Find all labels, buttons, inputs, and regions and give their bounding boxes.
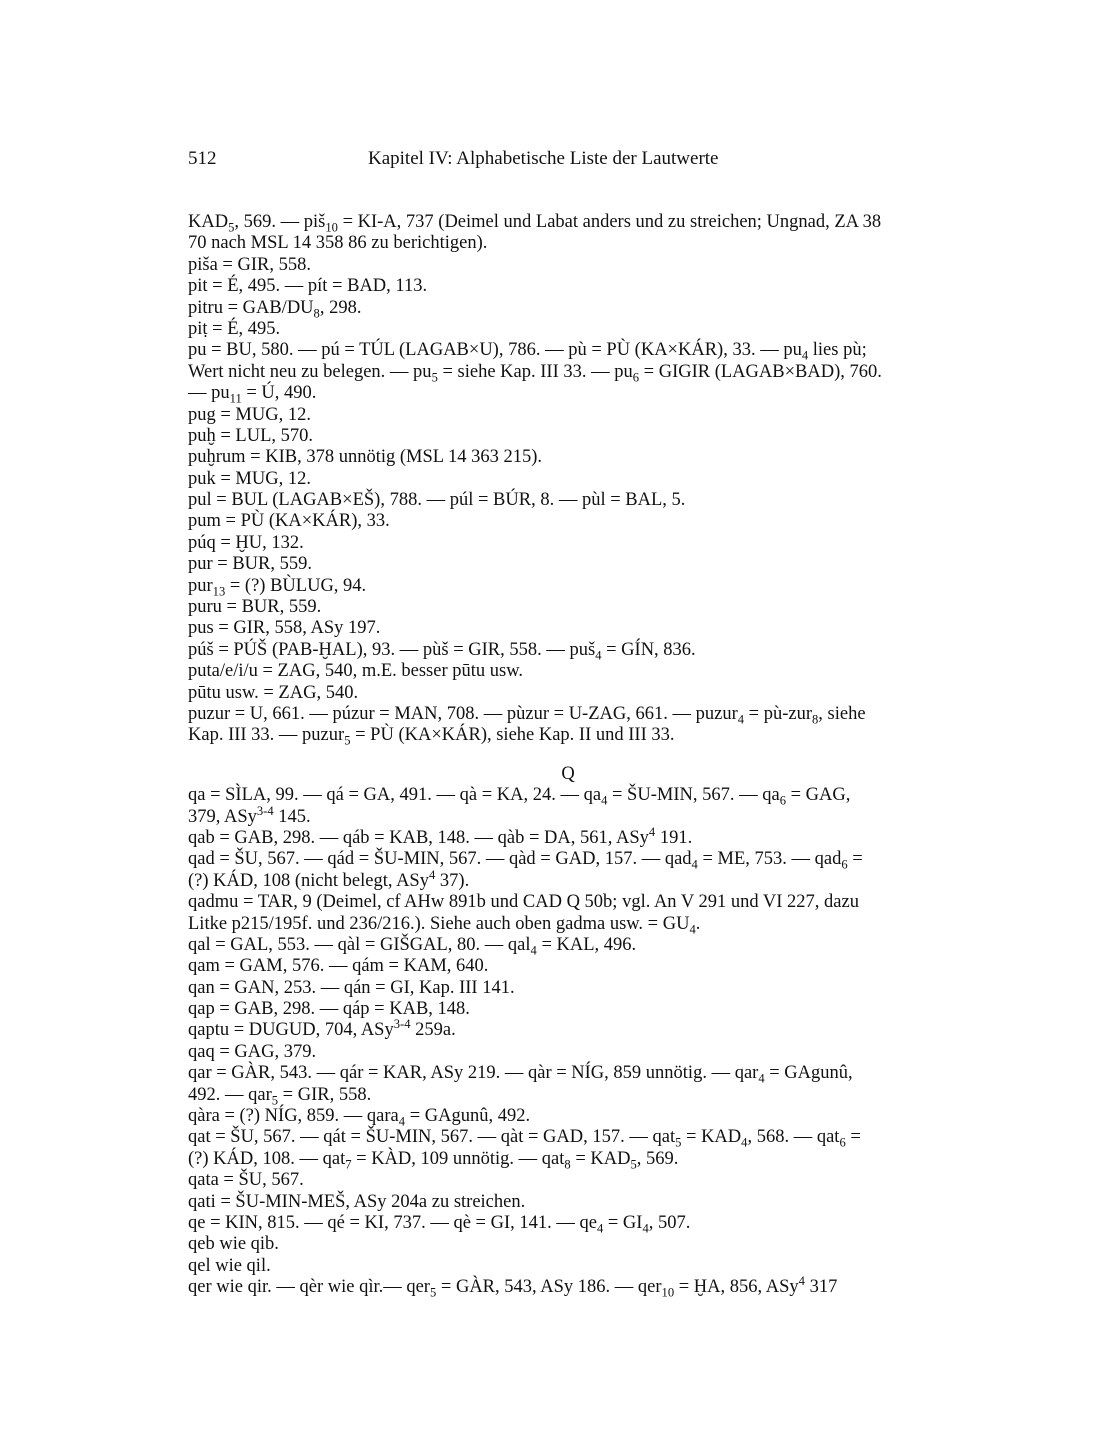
entry-line: (?) KÁD, 108 (nicht belegt, ASy$^4$ 37). [188,867,470,891]
entry-line: pul = BUL (LAGAB×EŠ), 788. — púl = BÚR, 8. — pùl = BAL, 5. [188,490,686,511]
entry-line: puta/e/i/u = ZAG, 540, m.E. besser pūtu usw. [188,661,523,682]
entry-line: qaptu = DUGUD, 704, ASy$^{3-4}$ 259a. [188,1017,456,1041]
entry-line: qata = ŠU, 567. [188,1170,304,1191]
entry-line: piša = GIR, 558. [188,254,311,275]
entry-line: qaq = GAG, 379. [188,1041,317,1062]
entry-line: 379, ASy$^{3-4}$ 145. [188,803,311,827]
entry-line: puḫrum = KIB, 378 unnötig (MSL 14 363 215). [188,447,543,468]
page-header [188,148,908,172]
entry-line: — $pu_{11}$ = Ú, 490. [188,383,317,406]
entry-line: qe = KIN, 815. — qé = KI, 737. — qè = GI, 141. — $qe_4 = GI_4$, 507. [188,1212,691,1236]
entry-line: púq = ḪU, 132. [188,532,304,553]
entry-line: qab = GAB, 298. — qáb = KAB, 148. — qàb = DA, 561, ASy$^4$ 191. [188,824,693,848]
entry-line: pu = BU, 580. — pú = TÚL (LAGAB×U), 786. — pù = PÙ (KA×KÁR), 33. — $pu_4$ lies pù; [188,340,867,364]
entry-line: piṭ = É, 495. [188,318,281,339]
entry-line: pitru = GAB/$DU_8$, 298. [188,297,362,321]
entry-line: qan = GAN, 253. — qán = GI, Kap. III 141. [188,977,515,998]
entry-line: qat = ŠU, 567. — qát = ŠU-MIN, 567. — qàt = GAD, 157. — $qat_5 = KAD_4$, 568. — qat$_6$ = [188,1127,861,1151]
entry-line: puru = BUR, 559. [188,597,322,618]
entry-line: pūtu usw. = ZAG, 540. [188,682,359,703]
entry-line: qeb wie qib. [188,1234,279,1255]
entry-line: qar = GÀR, 543. — qár = KAR, ASy 219. — qàr = NÍG, 859 unnötig. — qar$_4$ = GAgunû, [188,1063,853,1086]
entry-line: puḫ = LUL, 570. [188,425,314,446]
entry-line: puk = MUG, 12. [188,468,311,489]
entries-q [188,785,918,1298]
entry-line: 492. — qar$_5$ = GIR, 558. [188,1084,372,1108]
entry-line: qad = ŠU, 567. — qád = ŠU-MIN, 567. — qàd = GAD, 157. — qad$_4$ = ME, 753. — qad$_6$ = [188,849,863,873]
entry-line: qam = GAM, 576. — qám = KAM, 640. [188,956,489,977]
entry-line: pug = MUG, 12. [188,404,311,425]
entry-line: pur = BUR, 559. [188,554,313,575]
entry-line: qadmu = TAR, 9 (Deimel, cf AHw 891b und CAD Q 50b; vgl. An V 291 und VI 227, dazu [188,892,859,913]
entry-line: pur$_{13}$ = (?) BÙLUG, 94. [188,575,367,599]
entry-line: Kap. III 33. — puzur$_5$ = PÙ (KA×KÁR), siehe Kap. II und III 33. [188,725,675,749]
entry-line: pum = PÙ (KA×KÁR), 33. [188,511,390,532]
entry-line: púš = PÚŠ (PAB-ḪAL), 93. — pùš = GIR, 558. — puš$_4$ = GÍN, 836. [188,639,696,663]
section-letter-heading: Q [561,763,575,784]
entry-line: pus = GIR, 558, ASy 197. [188,618,381,639]
entry-line: qa = SÌLA, 99. — qá = GA, 491. — qà = KA, 24. — $qa_4$ = ŠU-MIN, 567. — $qa_6$ = GAG, [188,785,851,808]
entry-line: Wert nicht neu zu belegen. — $pu_5$ = siehe Kap. III 33. — $pu_6$ = GIGIR (LAGAB×BAD), 760. [188,361,882,385]
entry-line: qel wie qil. [188,1255,271,1276]
entry-line: qap = GAB, 298. — qáp = KAB, 148. [188,999,470,1020]
running-title: Kapitel IV: Alphabetische Liste der Lautwerte [368,148,719,169]
entry-line: qer wie qir. — qèr wie qìr.— qer$_5$ = GÀR, 543, ASy 186. — qer$_{10}$ = ḪA, 856, ASy$^4$ 317 [188,1273,838,1300]
entry-line: puzur = U, 661. — púzur = MAN, 708. — pùzur = U-ZAG, 661. — puzur$_4$ = pù-zur$_8$, siehe [188,703,866,727]
entry-line: qati = ŠU-MIN-MEŠ, ASy 204a zu streichen. [188,1191,526,1212]
entry-line: $KAD_5$, 569. — piš$_{10}$ = KI-A, 737 (Deimel und Labat anders und zu streichen; Ungnad, ZA 38 [188,212,882,235]
entry-line: Litke p215/195f. und 236/216.). Siehe auch oben gadma usw. = $GU_4$. [188,913,701,937]
entry-line: 70 nach MSL 14 358 86 zu berichtigen). [188,233,488,254]
entry-line: qal = GAL, 553. — qàl = GIŠGAL, 80. — qal$_4$ = KAL, 496. [188,934,637,958]
entry-line: qàra = (?) NÍG, 859. — qara$_4$ = GAgunû, 492. [188,1106,531,1129]
entry-line: pit = É, 495. — pít = BAD, 113. [188,276,428,297]
entry-line: (?) KÁD, 108. — qat$_7$ = KÀD, 109 unnötig. — $qat_8 = KAD_5$, 569. [188,1148,679,1172]
page-number: 512 [188,148,217,169]
entries-p [188,212,918,747]
body-text [188,212,918,1299]
